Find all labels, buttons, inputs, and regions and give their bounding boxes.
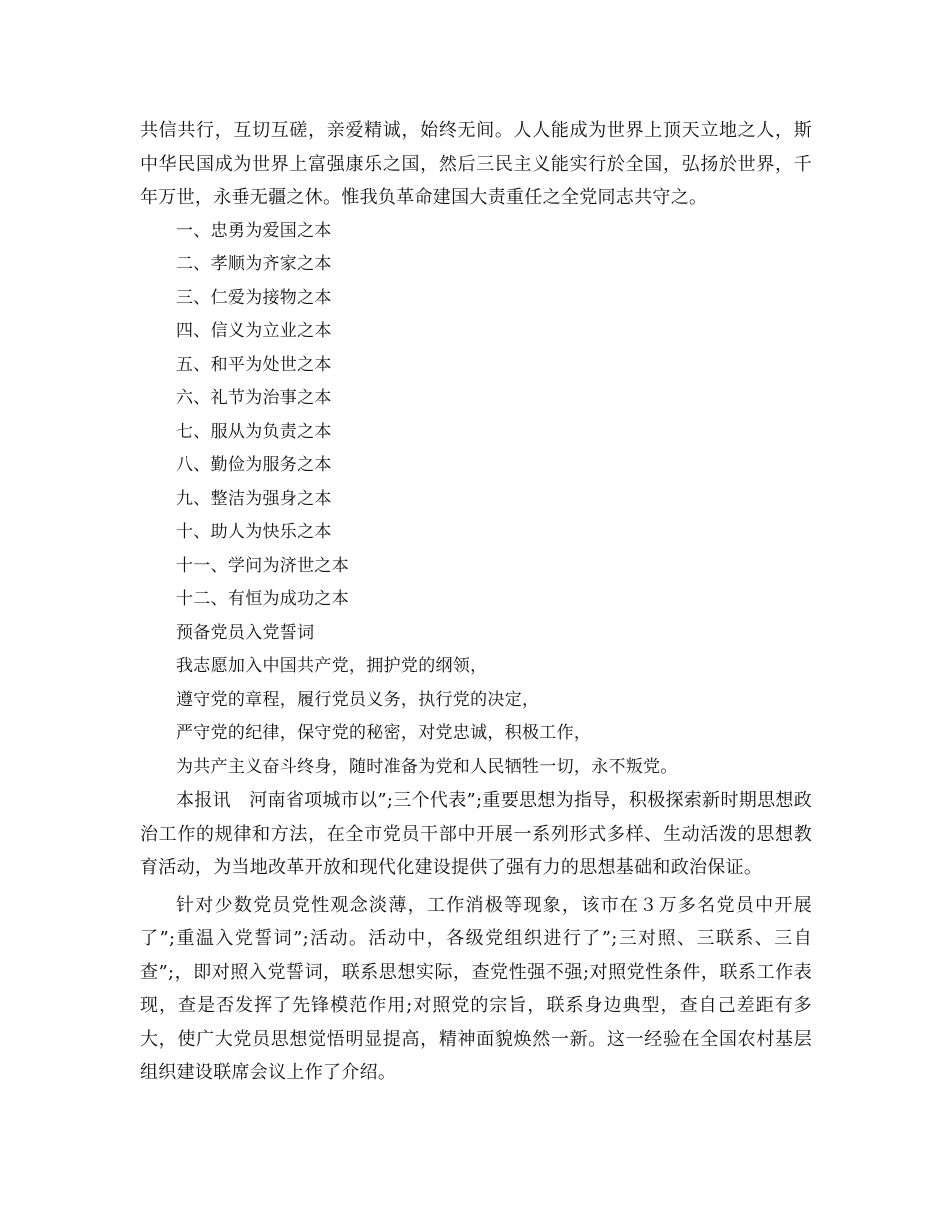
oath-line: 我志愿加入中国共产党，拥护党的纲领， bbox=[176, 656, 488, 676]
virtue-item: 十、助人为快乐之本 bbox=[176, 522, 332, 542]
virtue-item: 七、服从为负责之本 bbox=[176, 421, 332, 442]
virtue-item: 三、仁爱为接物之本 bbox=[176, 287, 332, 308]
oath-line: 遵守党的章程，履行党员义务，执行党的决定， bbox=[176, 689, 540, 710]
virtues-list bbox=[140, 215, 812, 617]
oath-lines bbox=[140, 650, 812, 784]
virtue-item: 八、勤俭为服务之本 bbox=[176, 455, 332, 475]
virtue-item: 九、整洁为强身之本 bbox=[176, 488, 332, 509]
virtue-item: 四、信义为立业之本 bbox=[176, 321, 332, 341]
virtue-item: 五、和平为处世之本 bbox=[176, 354, 332, 375]
oath-line: 为共产主义奋斗终身，随时准备为党和人民牺牲一切，永不叛党。 bbox=[176, 756, 678, 777]
oath-line: 严守党的纪律，保守党的秘密，对党忠诚，积极工作， bbox=[176, 723, 592, 743]
oath-title: 预备党员入党誓词 bbox=[176, 622, 315, 643]
virtue-item: 二、孝顺为齐家之本 bbox=[176, 254, 332, 274]
virtue-item: 十二、有恒为成功之本 bbox=[176, 589, 349, 609]
report-paragraph: 本报讯 河南省项城市以”;三个代表”;重要思想为指导，积极探索新时期思想政治工作的规律和方法，在全市党员干部中开展一系列形式多样、生动活泼的思想教育活动，为当地改革开放和现代化建设提供了强有力的思想基础和政治保证。 bbox=[140, 790, 812, 878]
intro-paragraph: 共信共行，互切互磋，亲爱精诚，始终无间。人人能成为世界上顶天立地之人，斯中华民国成为世界上富强康乐之国，然后三民主义能实行於全国，弘扬於世界，千年万世，永垂无疆之休。惟我负革命建国大责重任之全党同志共守之。 bbox=[140, 120, 812, 208]
virtue-item: 六、礼节为治事之本 bbox=[176, 388, 332, 408]
virtue-item: 十一、学问为济世之本 bbox=[176, 555, 349, 576]
document-body bbox=[140, 114, 812, 1090]
report-paragraph: 针对少数党员党性观念淡薄，工作消极等现象，该市在３万多名党员中开展了”;重温入党誓词”;活动。活动中，各级党组织进行了”;三对照、三联系、三自查”;，即对照入党誓词，联系思想实际，查党性强不强;对照党性条件，联系工作表现，查是否发挥了先锋模范作用;对照党的宗旨，联系身边典型，查自己差距有多大，使广大党员思想觉悟明显提高，精神面貌焕然一新。这一经验在全国农村基层组织建设联席会议上作了介绍。 bbox=[140, 894, 812, 1083]
virtue-item: 一、忠勇为爱国之本 bbox=[176, 220, 332, 241]
